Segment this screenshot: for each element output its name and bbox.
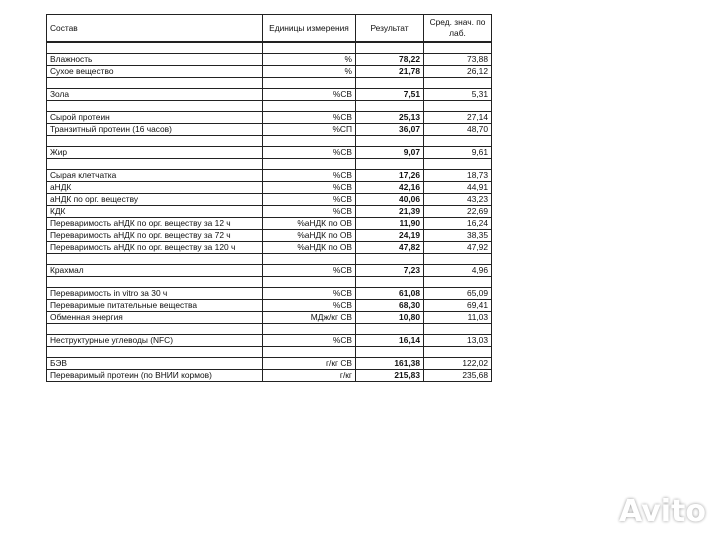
spacer-cell (263, 101, 356, 112)
spacer-cell (263, 277, 356, 288)
spacer-row (47, 136, 492, 147)
spacer-cell (263, 159, 356, 170)
row-result-cell: 9,07 (356, 147, 424, 159)
row-average-cell: 69,41 (424, 300, 492, 312)
spacer-cell (263, 136, 356, 147)
header-composition: Состав (47, 15, 263, 43)
spacer-cell (424, 136, 492, 147)
spacer-cell (424, 347, 492, 358)
row-unit-cell: %СВ (263, 265, 356, 277)
table-row (47, 66, 492, 78)
row-result-cell: 25,13 (356, 112, 424, 124)
table-row (47, 54, 492, 66)
row-name-cell: Сырой протеин (47, 112, 263, 124)
table-row (47, 147, 492, 159)
table-row (47, 265, 492, 277)
avito-logo-icon (573, 493, 615, 529)
spacer-cell (263, 324, 356, 335)
spacer-cell (424, 42, 492, 54)
row-name-cell: Переваримые питательные вещества (47, 300, 263, 312)
row-result-cell: 7,23 (356, 265, 424, 277)
spacer-cell (424, 324, 492, 335)
row-average-cell: 18,73 (424, 170, 492, 182)
row-name-cell: Переваримость аНДК по орг. веществу за 12 ч (47, 218, 263, 230)
spacer-cell (47, 101, 263, 112)
row-unit-cell: %СВ (263, 170, 356, 182)
spacer-cell (356, 324, 424, 335)
spacer-cell (356, 277, 424, 288)
row-name-cell: Транзитный протеин (16 часов) (47, 124, 263, 136)
row-name-cell: Переваримость in vitro за 30 ч (47, 288, 263, 300)
row-average-cell: 13,03 (424, 335, 492, 347)
row-result-cell: 24,19 (356, 230, 424, 242)
row-result-cell: 42,16 (356, 182, 424, 194)
spacer-cell (47, 347, 263, 358)
spacer-cell (47, 254, 263, 265)
row-unit-cell: % (263, 66, 356, 78)
table-row (47, 288, 492, 300)
lab-results-table (46, 14, 492, 382)
row-average-cell: 235,68 (424, 370, 492, 382)
row-result-cell: 21,78 (356, 66, 424, 78)
row-result-cell: 17,26 (356, 170, 424, 182)
row-average-cell: 5,31 (424, 89, 492, 101)
row-unit-cell: % (263, 54, 356, 66)
table-row (47, 89, 492, 101)
spacer-cell (47, 78, 263, 89)
spacer-row (47, 324, 492, 335)
row-unit-cell: %аНДК по ОВ (263, 242, 356, 254)
table-row (47, 358, 492, 370)
spacer-cell (47, 324, 263, 335)
spacer-cell (263, 254, 356, 265)
row-name-cell: Крахмал (47, 265, 263, 277)
row-name-cell: Зола (47, 89, 263, 101)
table-body (47, 42, 492, 382)
spacer-cell (47, 277, 263, 288)
row-name-cell: Обменная энергия (47, 312, 263, 324)
table-header-row (47, 15, 492, 43)
spacer-row (47, 347, 492, 358)
spacer-row (47, 101, 492, 112)
avito-watermark (573, 493, 706, 529)
row-average-cell: 47,92 (424, 242, 492, 254)
row-average-cell: 16,24 (424, 218, 492, 230)
row-unit-cell: г/кг (263, 370, 356, 382)
spacer-row (47, 78, 492, 89)
table-row (47, 112, 492, 124)
spacer-cell (424, 78, 492, 89)
row-result-cell: 40,06 (356, 194, 424, 206)
table-row (47, 124, 492, 136)
table-row (47, 335, 492, 347)
row-average-cell: 122,02 (424, 358, 492, 370)
row-result-cell: 36,07 (356, 124, 424, 136)
row-average-cell: 65,09 (424, 288, 492, 300)
row-result-cell: 21,39 (356, 206, 424, 218)
row-name-cell: Переваримый протеин (по ВНИИ кормов) (47, 370, 263, 382)
spacer-row (47, 277, 492, 288)
spacer-cell (263, 78, 356, 89)
row-name-cell: КДК (47, 206, 263, 218)
row-unit-cell: %СВ (263, 335, 356, 347)
spacer-cell (356, 347, 424, 358)
row-average-cell: 27,14 (424, 112, 492, 124)
spacer-cell (47, 136, 263, 147)
row-name-cell: аНДК (47, 182, 263, 194)
spacer-row (47, 254, 492, 265)
table-row (47, 370, 492, 382)
row-result-cell: 7,51 (356, 89, 424, 101)
row-unit-cell: %аНДК по ОВ (263, 230, 356, 242)
row-name-cell: Сырая клетчатка (47, 170, 263, 182)
row-unit-cell: %СВ (263, 182, 356, 194)
spacer-cell (263, 42, 356, 54)
table-row (47, 206, 492, 218)
row-result-cell: 11,90 (356, 218, 424, 230)
spacer-row (47, 42, 492, 54)
row-name-cell: Неструктурные углеводы (NFC) (47, 335, 263, 347)
table-row (47, 218, 492, 230)
table-row (47, 194, 492, 206)
row-average-cell: 38,35 (424, 230, 492, 242)
spacer-cell (424, 254, 492, 265)
row-average-cell: 4,96 (424, 265, 492, 277)
row-result-cell: 47,82 (356, 242, 424, 254)
row-average-cell: 11,03 (424, 312, 492, 324)
spacer-cell (263, 347, 356, 358)
spacer-cell (356, 78, 424, 89)
row-average-cell: 43,23 (424, 194, 492, 206)
table-row (47, 182, 492, 194)
table-row (47, 230, 492, 242)
avito-logo-text: Avito (619, 493, 706, 529)
row-unit-cell: %аНДК по ОВ (263, 218, 356, 230)
row-result-cell: 61,08 (356, 288, 424, 300)
spacer-cell (424, 277, 492, 288)
row-unit-cell: %СВ (263, 300, 356, 312)
row-name-cell: Жир (47, 147, 263, 159)
row-unit-cell: %СВ (263, 112, 356, 124)
row-unit-cell: %СВ (263, 147, 356, 159)
row-name-cell: БЭВ (47, 358, 263, 370)
row-name-cell: Переваримость аНДК по орг. веществу за 72 ч (47, 230, 263, 242)
spacer-row (47, 159, 492, 170)
spacer-cell (356, 136, 424, 147)
row-average-cell: 26,12 (424, 66, 492, 78)
spacer-cell (47, 42, 263, 54)
row-unit-cell: %СВ (263, 89, 356, 101)
spacer-cell (424, 159, 492, 170)
table-row (47, 170, 492, 182)
table-row (47, 242, 492, 254)
row-unit-cell: %СВ (263, 194, 356, 206)
spacer-cell (356, 254, 424, 265)
spacer-cell (47, 159, 263, 170)
row-average-cell: 44,91 (424, 182, 492, 194)
row-result-cell: 16,14 (356, 335, 424, 347)
header-lab-average: Сред. знач. по лаб. (424, 15, 492, 43)
row-average-cell: 73,88 (424, 54, 492, 66)
row-average-cell: 22,69 (424, 206, 492, 218)
row-result-cell: 161,38 (356, 358, 424, 370)
row-name-cell: Переваримость аНДК по орг. веществу за 120 ч (47, 242, 263, 254)
row-result-cell: 78,22 (356, 54, 424, 66)
table-row (47, 312, 492, 324)
row-result-cell: 215,83 (356, 370, 424, 382)
row-average-cell: 9,61 (424, 147, 492, 159)
row-average-cell: 48,70 (424, 124, 492, 136)
row-name-cell: Влажность (47, 54, 263, 66)
row-unit-cell: г/кг СВ (263, 358, 356, 370)
row-unit-cell: %СВ (263, 288, 356, 300)
row-unit-cell: %СП (263, 124, 356, 136)
row-result-cell: 10,80 (356, 312, 424, 324)
row-unit-cell: МДж/кг СВ (263, 312, 356, 324)
table-row (47, 300, 492, 312)
row-unit-cell: %СВ (263, 206, 356, 218)
spacer-cell (356, 101, 424, 112)
header-units: Единицы измерения (263, 15, 356, 43)
row-name-cell: аНДК по орг. веществу (47, 194, 263, 206)
header-result: Результат (356, 15, 424, 43)
spacer-cell (424, 101, 492, 112)
spacer-cell (356, 42, 424, 54)
row-name-cell: Сухое вещество (47, 66, 263, 78)
spacer-cell (356, 159, 424, 170)
row-result-cell: 68,30 (356, 300, 424, 312)
